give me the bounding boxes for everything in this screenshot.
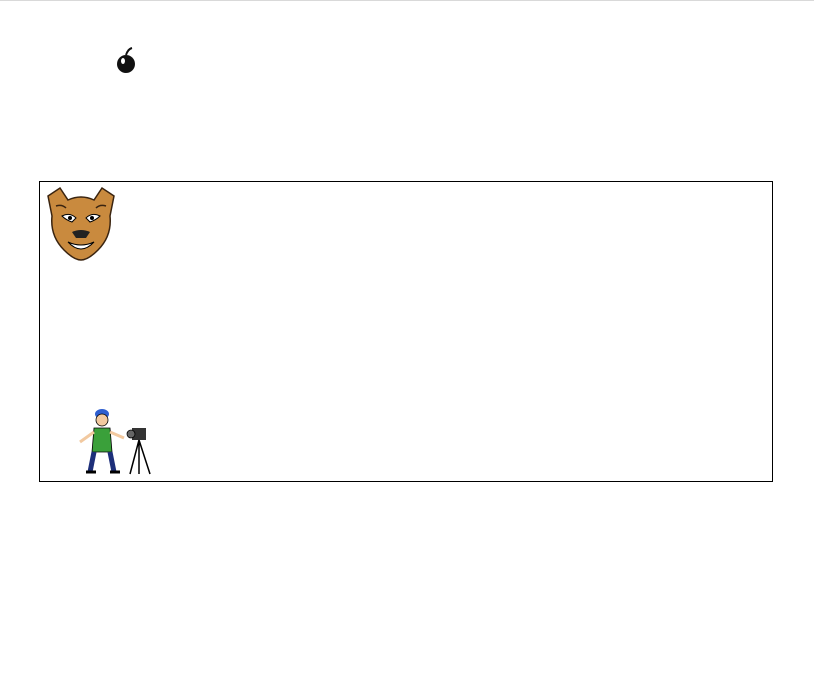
diamond-border-top (38, 490, 776, 502)
diamond-border-left (38, 502, 52, 698)
cougar-mascot-icon (42, 186, 120, 262)
page-top-border (0, 0, 814, 1)
photographer-icon (72, 402, 162, 478)
schools-open-logo (26, 40, 142, 110)
apple-icon (117, 48, 135, 73)
diamond-border-right (762, 502, 776, 698)
